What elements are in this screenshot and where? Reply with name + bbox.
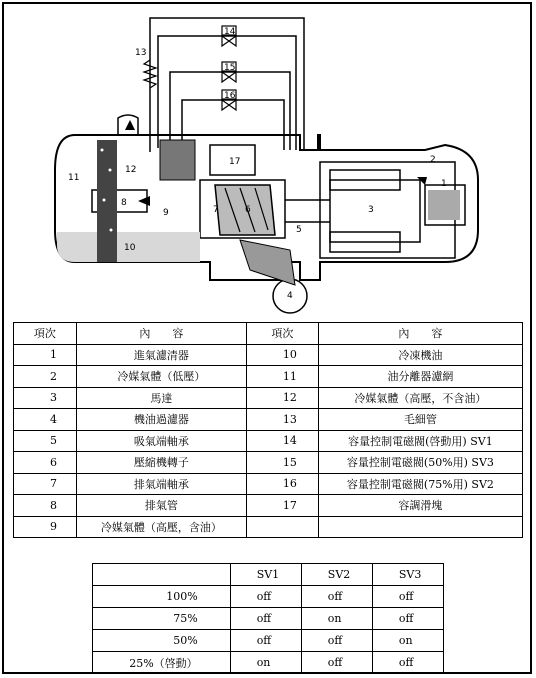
- table-row: [14, 366, 523, 388]
- parts-table-header: [14, 323, 523, 345]
- table-row: [93, 652, 444, 674]
- item-content: 毛細管: [318, 409, 522, 431]
- callout-9: 9: [163, 208, 169, 218]
- callout-10: 10: [124, 243, 136, 253]
- callout-3: 3: [368, 205, 374, 215]
- valve-table-header: [93, 564, 444, 586]
- item-no: 2: [14, 366, 77, 388]
- callout-6: 6: [245, 205, 251, 215]
- table-row: [14, 495, 523, 517]
- item-no: 10: [246, 344, 318, 366]
- callout-12: 12: [125, 165, 137, 175]
- table-row: [93, 608, 444, 630]
- sv3-state: off: [372, 652, 443, 674]
- callout-1: 1: [441, 179, 447, 189]
- item-no: 4: [14, 409, 77, 431]
- item-content: 油分離器濾網: [318, 366, 522, 388]
- compressor-cross-section-diagram: [0, 0, 536, 320]
- valve-state-table: [92, 563, 444, 674]
- sv2-state: on: [301, 608, 372, 630]
- capacity-level: 100%: [93, 586, 231, 608]
- item-no: 5: [14, 430, 77, 452]
- table-row: [14, 387, 523, 409]
- item-content: 壓縮機轉子: [76, 452, 246, 474]
- table-row: [93, 630, 444, 652]
- callout-14: 14: [224, 27, 236, 37]
- item-no: 16: [246, 473, 318, 495]
- item-content: 容量控制電磁閥(75%用) SV2: [318, 473, 522, 495]
- capacity-level: 75%: [93, 608, 231, 630]
- callout-16: 16: [224, 91, 236, 101]
- item-no: 14: [246, 430, 318, 452]
- header-sv1: SV1: [230, 564, 301, 586]
- callout-4: 4: [287, 291, 293, 301]
- item-content: 容量控制電磁閥(50%用) SV3: [318, 452, 522, 474]
- item-no: 13: [246, 409, 318, 431]
- item-no: 7: [14, 473, 77, 495]
- item-no: 9: [14, 516, 77, 538]
- item-no: 8: [14, 495, 77, 517]
- sv2-state: off: [301, 630, 372, 652]
- table-row: [14, 452, 523, 474]
- item-no: 17: [246, 495, 318, 517]
- item-content: 冷凍機油: [318, 344, 522, 366]
- callout-5: 5: [296, 225, 302, 235]
- sv1-state: off: [230, 630, 301, 652]
- item-content: 機油過濾器: [76, 409, 246, 431]
- header-sv2: SV2: [301, 564, 372, 586]
- header-content: 內 容: [318, 323, 522, 345]
- item-content: 容量控制電磁閥(啓動用) SV1: [318, 430, 522, 452]
- callout-15: 15: [224, 63, 236, 73]
- sv1-state: off: [230, 586, 301, 608]
- header-capacity: [93, 564, 231, 586]
- item-content: [318, 516, 522, 538]
- sv3-state: off: [372, 586, 443, 608]
- sv1-state: off: [230, 608, 301, 630]
- header-item-no: 項次: [14, 323, 77, 345]
- item-content: 馬達: [76, 387, 246, 409]
- capacity-level: 25%（啓動）: [93, 652, 231, 674]
- sv1-state: on: [230, 652, 301, 674]
- sv3-state: on: [372, 630, 443, 652]
- parts-table: [13, 322, 523, 538]
- table-row: [14, 473, 523, 495]
- table-row: [14, 409, 523, 431]
- callout-17: 17: [229, 157, 241, 167]
- capacity-level: 50%: [93, 630, 231, 652]
- item-no: 15: [246, 452, 318, 474]
- table-row: [14, 344, 523, 366]
- sv2-state: off: [301, 652, 372, 674]
- item-no: 3: [14, 387, 77, 409]
- table-row: [14, 516, 523, 538]
- sv2-state: off: [301, 586, 372, 608]
- header-content: 內 容: [76, 323, 246, 345]
- item-no: 1: [14, 344, 77, 366]
- item-content: 吸氣端軸承: [76, 430, 246, 452]
- item-content: 進氣濾清器: [76, 344, 246, 366]
- header-sv3: SV3: [372, 564, 443, 586]
- item-content: 冷媒氣體（高壓，不含油）: [318, 387, 522, 409]
- sv3-state: off: [372, 608, 443, 630]
- item-content: 冷媒氣體（低壓）: [76, 366, 246, 388]
- item-no: [246, 516, 318, 538]
- callout-2: 2: [430, 155, 436, 165]
- callout-13: 13: [135, 48, 147, 58]
- table-row: [93, 586, 444, 608]
- item-content: 冷媒氣體（高壓，含油）: [76, 516, 246, 538]
- callout-8: 8: [121, 198, 127, 208]
- item-no: 12: [246, 387, 318, 409]
- callout-7: 7: [213, 205, 219, 215]
- header-item-no: 項次: [246, 323, 318, 345]
- item-no: 11: [246, 366, 318, 388]
- item-content: 排氣管: [76, 495, 246, 517]
- callout-11: 11: [68, 173, 80, 183]
- item-content: 排氣端軸承: [76, 473, 246, 495]
- table-row: [14, 430, 523, 452]
- item-no: 6: [14, 452, 77, 474]
- item-content: 容調滑塊: [318, 495, 522, 517]
